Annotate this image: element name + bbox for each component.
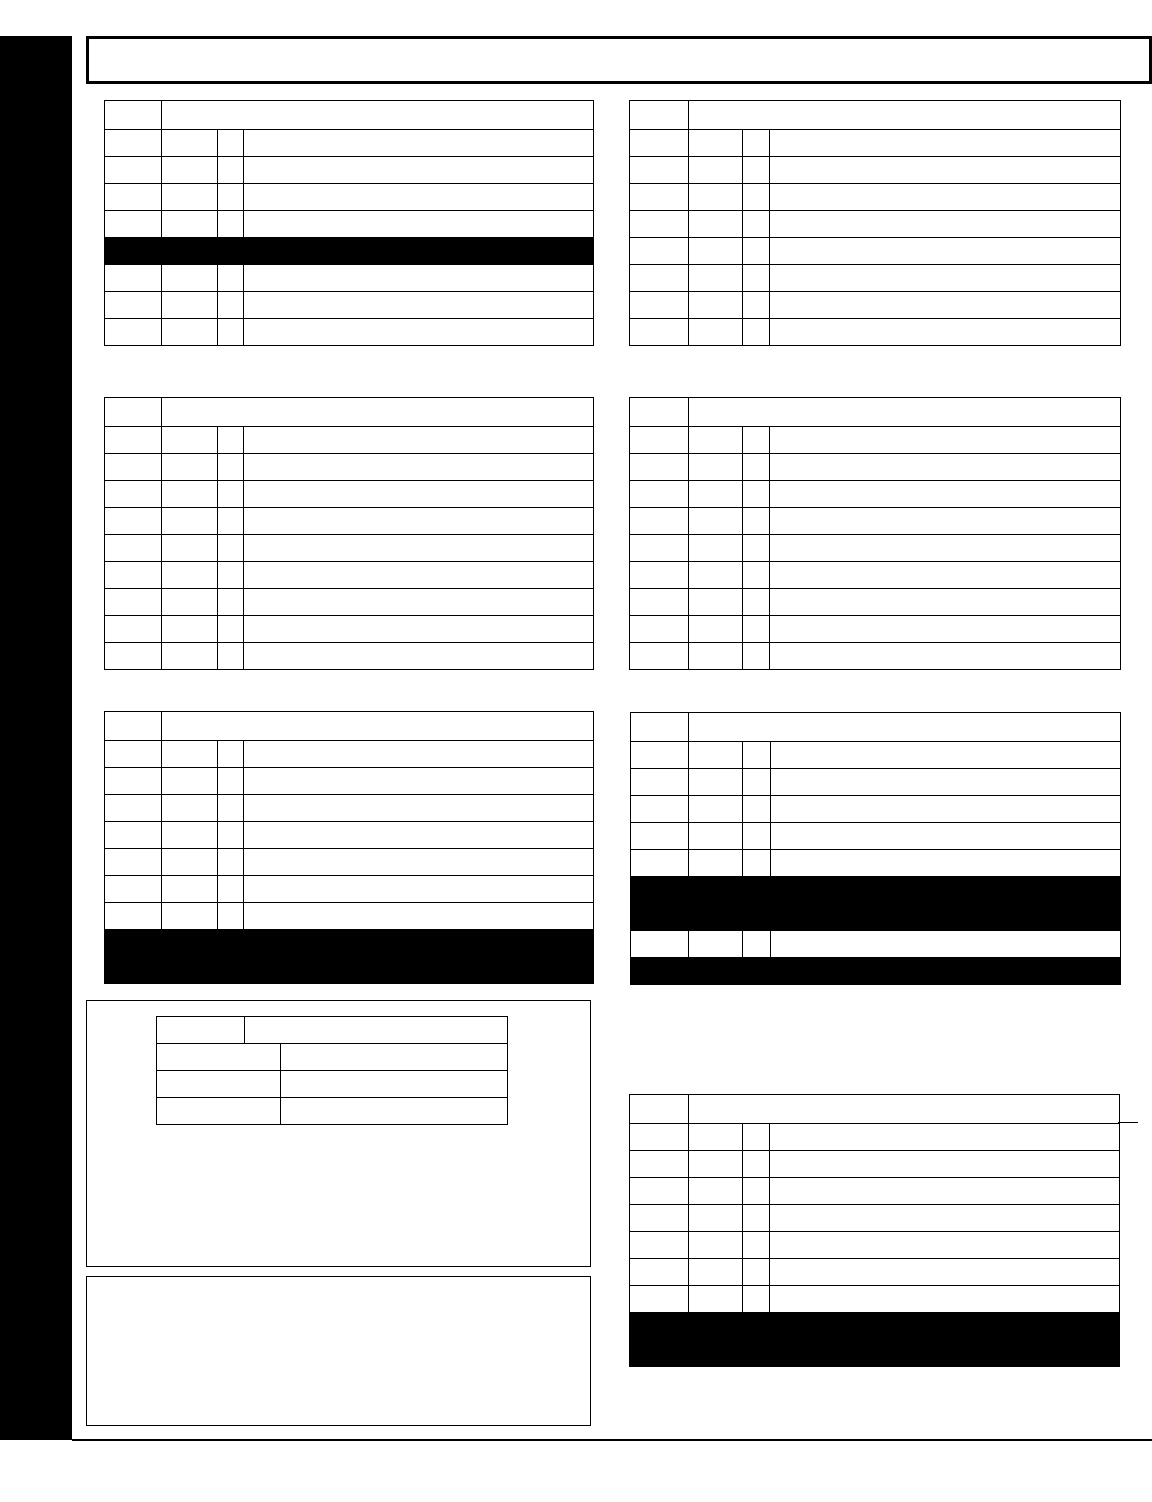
program-table-5 — [104, 711, 594, 984]
highlighted-row — [105, 957, 594, 984]
program-table-7 — [629, 1094, 1120, 1367]
info-box — [86, 1276, 591, 1426]
program-table-6 — [630, 712, 1121, 985]
highlighted-row — [630, 1313, 1120, 1340]
highlighted-row — [630, 1340, 1120, 1367]
page-title-box — [86, 36, 1152, 84]
highlighted-row — [631, 904, 1121, 931]
divider-line — [1118, 1122, 1138, 1123]
highlighted-row — [631, 958, 1121, 985]
highlighted-row — [105, 930, 594, 957]
program-table-3 — [104, 397, 594, 670]
option-table — [156, 1016, 508, 1125]
footer-rule — [72, 1439, 1152, 1441]
page-title — [89, 39, 1149, 63]
highlighted-row — [105, 238, 594, 265]
chapter-sidebar — [0, 36, 72, 1440]
program-table-1 — [104, 100, 594, 346]
program-table-4 — [629, 397, 1121, 670]
program-table-2 — [629, 100, 1121, 346]
highlighted-row — [631, 877, 1121, 904]
